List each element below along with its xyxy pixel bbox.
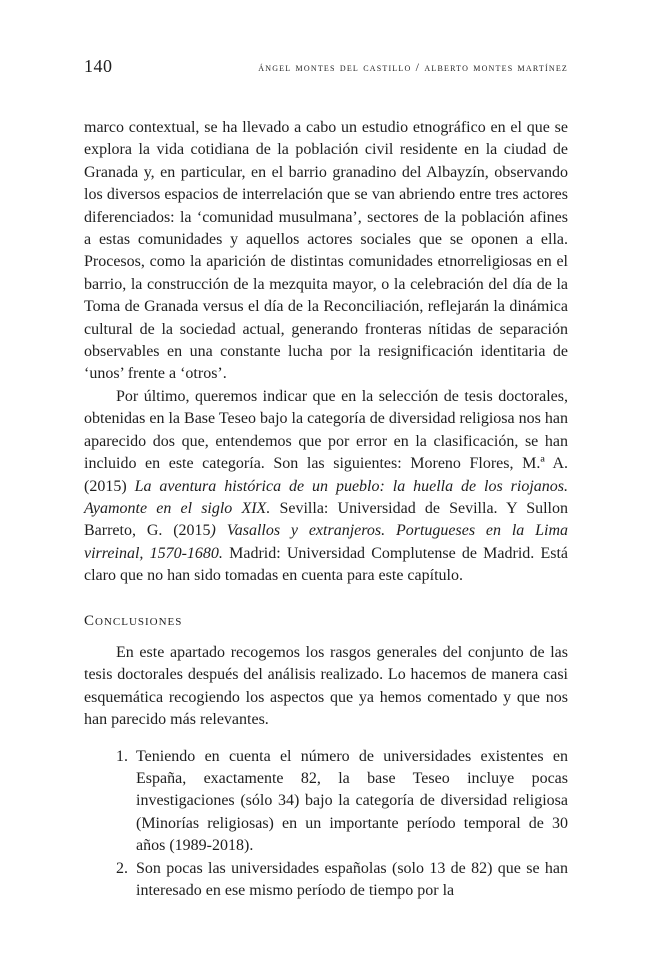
paragraph-text: Por último, queremos indicar que en la selección de tesis doctorales, obtenidas en la Base Teseo bajo la categoría de diversidad religiosa nos han aparecido dos que, entendemos que por error en la clasificación, se han incluido en este categoría. Son las siguientes: Moreno Flores, M.ª A. (2015) (84, 387, 568, 495)
list-item-text: Son pocas las universidades españolas (solo 13 de 82) que se han interesado en ese mismo período de tiempo por la (136, 859, 568, 899)
list-item (84, 746, 568, 858)
conclusions-list (84, 746, 568, 903)
list-item-text: Teniendo en cuenta el número de universidades existentes en España, exactamente 82, la base Teseo incluye pocas investigaciones (sólo 34) bajo la categoría de diversidad religiosa (Minorías religiosas) en un importante período temporal de 30 años (1989-2018). (136, 747, 568, 855)
list-item-number: 1. (116, 747, 128, 765)
page-body (84, 117, 568, 902)
body-paragraph-2 (84, 386, 568, 588)
section-intro-paragraph: En este apartado recogemos los rasgos generales del conjunto de las tesis doctorales después del análisis realizado. Lo hacemos de manera casi esquemática recogiendo los aspectos que ya hemos comentado y que nos han parecido más relevantes. (84, 643, 568, 729)
list-item-number: 2. (116, 859, 128, 877)
page-header (84, 56, 568, 84)
list-item (84, 858, 568, 903)
spacer (84, 732, 568, 746)
page-number: 140 (84, 56, 113, 76)
paragraph-text: Madrid: Universidad Complutense de Madrid. Está claro que no han sido tomadas en cuenta para este capítulo. (84, 544, 568, 585)
section-heading: Conclusiones (84, 612, 183, 629)
citation-title-2: ) Vasallos y extranjeros. Portugueses en la Lima virreinal, 1570-1680. (84, 522, 569, 562)
running-head: ángel montes del castillo / alberto montes martínez (258, 60, 568, 74)
citation-title-1: La aventura histórica de un pueblo: la huella de los riojanos. Ayamonte en el siglo XIX. (84, 477, 568, 517)
paragraph-text: Sevilla: Universidad de Sevilla. Y Sullon Barreto, G. (2015 (84, 499, 568, 540)
body-paragraph-1: marco contextual, se ha llevado a cabo un estudio etnográfico en el que se explora la vida cotidiana de la población civil residente en la ciudad de Granada y, en particular, en el barrio granadino del Albayzín, observando los diversos espacios de interrelación que se van abriendo entre tres actores diferenciados: la ‘comunidad musulmana’, sectores de la población afines a estas comunidades y aquellos actores sociales que se oponen a ella. Procesos, como la aparición de distintas comunidades etnorreligiosas en el barrio, la construcción de la mezquita mayor, o la celebración del día de la Toma de Granada versus el día de la Reconciliación, reflejarán la dinámica cultural de la sociedad actual, generando fronteras nítidas de separación observables en una constante lucha por la resignificación identitaria de ‘unos’ frente a ‘otros’. (84, 119, 568, 383)
